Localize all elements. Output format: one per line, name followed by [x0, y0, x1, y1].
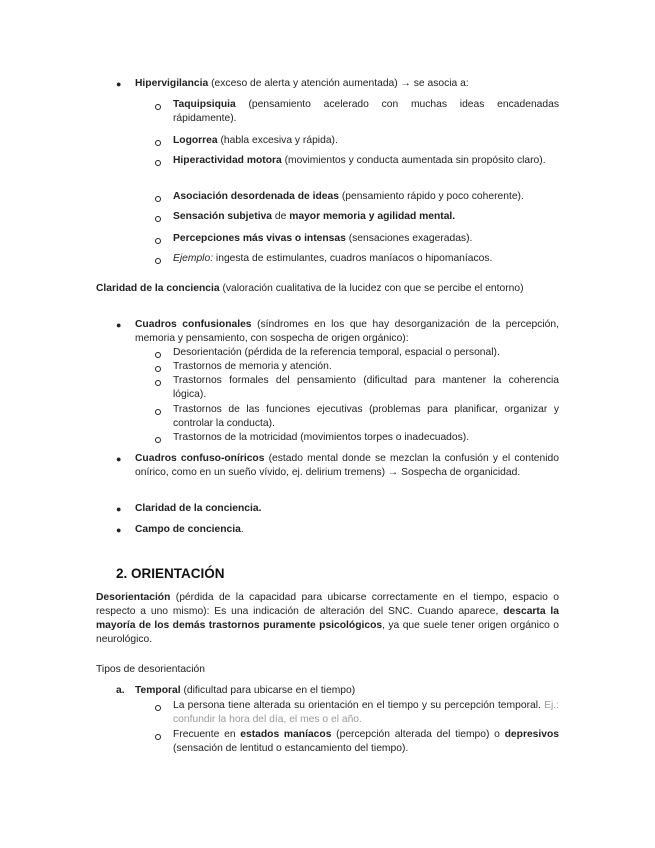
sub-text: (sensaciones exageradas).: [345, 233, 473, 244]
bullet-circle: [155, 406, 161, 420]
section-heading-orientacion: 2. ORIENTACIÓN: [116, 566, 225, 581]
confusionales-sub-2: [173, 360, 559, 374]
sub-text: (sensación de lentitud o estancamiento del tiempo).: [173, 743, 409, 754]
bullet-dot: ●: [116, 79, 122, 89]
bullet-circle: [155, 731, 161, 745]
def-text: (pérdida de la capacidad para ubicarse correctamente en el tiempo, espacio o respecto a uno mismo): Es una indicación de alteración del SNC. Cuando aparece,: [96, 592, 559, 617]
confusionales-sub-5: [173, 431, 559, 445]
confusionales-item: [135, 318, 559, 346]
claridad-paragraph: [96, 282, 559, 296]
sub-text: Desorientación (pérdida de la referencia temporal, espacial o personal).: [173, 347, 500, 358]
bullet-circle: [155, 363, 161, 377]
sub-bold: Hiperactividad motora: [173, 155, 282, 166]
sub-text: (habla excesiva y rápida).: [217, 135, 338, 146]
sub-text: Trastornos de memoria y atención.: [173, 361, 332, 372]
def-bold: Desorientación: [96, 592, 171, 603]
temporal-desc: (dificultad para ubicarse en el tiempo): [180, 685, 356, 696]
bullet-circle: [155, 213, 161, 227]
hiper-sub-2: [173, 134, 559, 148]
temporal-sub-2: [173, 728, 559, 756]
oniricos-title: Cuadros confuso-oníricos: [135, 453, 265, 464]
bullet-dot: ●: [116, 454, 122, 464]
hiper-sub-5: [173, 210, 559, 224]
example-text: Ej.: confundir la hora del día, el mes o el año.: [173, 700, 559, 725]
sub-bold: Percepciones más vivas o intensas: [173, 233, 346, 244]
sub-text: La persona tiene alterada su orientación en el tiempo y su percepción temporal.: [173, 700, 545, 711]
bullet-circle: [155, 349, 161, 363]
bullet-dot: ●: [116, 504, 122, 514]
sub-text: (pensamiento acelerado con muchas ideas encadenadas rápidamente).: [173, 99, 559, 124]
sub-bold: mayor memoria y agilidad mental.: [289, 211, 456, 222]
sub-bold: Asociación desordenada de ideas: [173, 191, 339, 202]
def-bold-2: descarta la mayoría de los demás trastornos puramente psicológicos: [96, 606, 559, 631]
bullet-dot: ●: [116, 525, 122, 535]
claridad-desc: (valoración cualitativa de la lucidez con que se percibe el entorno): [219, 283, 524, 294]
sub-text: ingesta de estimulantes, cuadros maníacos o hipomaníacos.: [213, 253, 493, 264]
hiper-sub-4: [173, 190, 563, 204]
confusionales-desc: (síndromes en los que hay desorganización de la percepción, memoria y pensamiento, con sospecha de origen orgánico):: [135, 319, 559, 344]
bullet-circle: [155, 137, 161, 151]
tipos-text: Tipos de desorientación: [96, 664, 205, 675]
sub-text: Frecuente en: [173, 729, 241, 740]
sub-italic: Ejemplo:: [173, 253, 214, 264]
bullet-circle: [155, 377, 161, 391]
claridad-title: Claridad de la conciencia: [96, 283, 220, 294]
sub-text: (pensamiento rápido y poco coherente).: [338, 191, 524, 202]
claridad-conciencia-item: [135, 502, 559, 516]
hipervigilancia-desc: (exceso de alerta y atención aumentada) → se asocia a:: [208, 78, 469, 89]
sub-bold: estados maníacos: [240, 729, 332, 740]
tipos-label: [96, 663, 559, 677]
hipervigilancia-title: Hipervigilancia: [135, 78, 209, 89]
oniricos-desc: (estado mental donde se mezclan la confusión y el contenido onírico, como en un sueño vívido, ej. delirium tremens) → Sospecha de organicidad.: [135, 453, 560, 478]
desorientacion-paragraph: [96, 591, 559, 647]
def-text-2: , ya que suele tener origen orgánico o neurológico.: [96, 620, 559, 645]
campo-conciencia-item: [135, 523, 559, 537]
sub-text: de: [272, 211, 290, 222]
sub-text: (percepción alterada del tiempo) o: [331, 729, 505, 740]
temporal-item: [135, 684, 559, 698]
sub-bold: Taquipsiquia: [173, 99, 236, 110]
confusionales-sub-4: [173, 403, 559, 431]
bullet-circle: [155, 157, 161, 171]
bullet-circle: [155, 255, 161, 269]
hiper-sub-1: [173, 98, 559, 126]
bullet-circle: [155, 235, 161, 249]
bullet-circle: [155, 101, 161, 115]
sub-bold: depresivos: [504, 729, 560, 740]
bullet-circle: [155, 193, 161, 207]
hiper-sub-3: [173, 154, 559, 168]
sub-text: Trastornos de la motricidad (movimientos torpes o inadecuados).: [173, 432, 470, 443]
bullet-circle: [155, 702, 161, 716]
bullet-circle: [155, 434, 161, 448]
hipervigilancia-item: [135, 77, 559, 91]
campo-end: .: [240, 524, 244, 535]
confusionales-sub-1: [173, 346, 559, 360]
sub-text: (movimientos y conducta aumentada sin propósito claro).: [281, 155, 546, 166]
hiper-sub-7: [173, 252, 559, 266]
campo-bold: Campo de conciencia: [135, 524, 241, 535]
oniricos-item: [135, 452, 559, 480]
sub-bold: Sensación subjetiva: [173, 211, 273, 222]
confusionales-title: Cuadros confusionales: [135, 319, 252, 330]
claridad-item-text: Claridad de la conciencia.: [135, 503, 262, 514]
confusionales-sub-3: [173, 374, 559, 402]
list-letter: a.: [116, 685, 125, 696]
temporal-title: Temporal: [135, 685, 181, 696]
sub-text: Trastornos formales del pensamiento (dificultad para mantener la coherencia lógica).: [173, 375, 559, 400]
temporal-sub-1: [173, 699, 559, 727]
bullet-dot: ●: [116, 320, 122, 330]
sub-text: Trastornos de las funciones ejecutivas (problemas para planificar, organizar y controlar la conducta).: [173, 404, 559, 429]
sub-bold: Logorrea: [173, 135, 218, 146]
hiper-sub-6: [173, 232, 559, 246]
